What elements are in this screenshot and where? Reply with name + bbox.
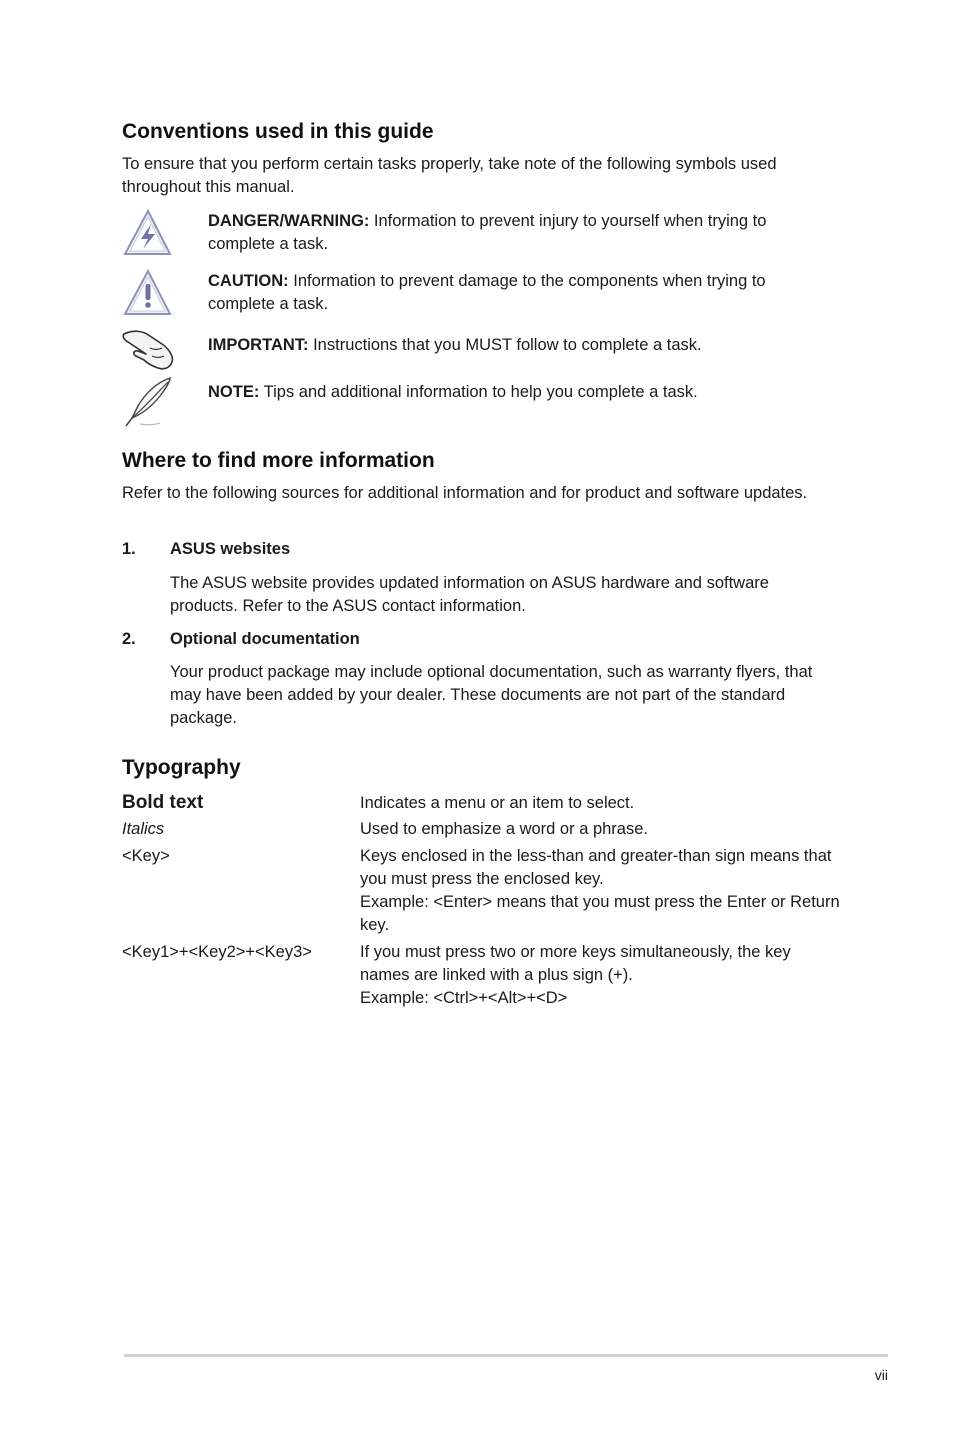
asus-websites-heading: ASUS websites [170, 540, 291, 558]
danger-warning-note [122, 208, 842, 260]
typography-desc-italics: Used to emphasize a word or a phrase. [360, 820, 648, 838]
quill-pen-icon [122, 376, 178, 428]
danger-warning-text: Information to prevent injury to yourself when trying to complete a task. [208, 212, 767, 253]
typography-desc-key-combo-text: If you must press two or more keys simultaneously, the key names are linked with a plus sign (+). [360, 943, 791, 984]
typography-desc-bold: Indicates a menu or an item to select. [360, 794, 635, 812]
more-info-intro: Refer to the following sources for additional information and for product and software updates. [122, 484, 808, 502]
important-text: Instructions that you MUST follow to complete a task. [308, 336, 702, 354]
caution-note [122, 268, 842, 320]
list-item-number: 1. [122, 540, 136, 558]
caution-exclamation-icon [122, 268, 178, 320]
conventions-intro: To ensure that you perform certain tasks properly, take note of the following symbols used throughout this manual. [122, 155, 777, 196]
typography-term-key-combo: <Key1>+<Key2>+<Key3> [122, 943, 312, 961]
optional-documentation-heading: Optional documentation [170, 630, 360, 648]
caution-label: CAUTION: [208, 272, 289, 290]
warning-lightning-icon [122, 208, 178, 260]
list-item-number: 2. [122, 630, 136, 648]
optional-documentation-body: Your product package may include optional documentation, such as warranty flyers, that may have been added by your dealer. These documents are not part of the standard package. [170, 663, 813, 727]
note-label: NOTE: [208, 383, 260, 401]
typography-desc-key-text: Keys enclosed in the less-than and greater-than sign means that you must press the enclosed key. [360, 847, 832, 888]
typography-heading: Typography [122, 756, 241, 779]
typography-term-key: <Key> [122, 847, 170, 865]
conventions-heading: Conventions used in this guide [122, 120, 434, 143]
asus-websites-body: The ASUS website provides updated information on ASUS hardware and software products. Refer to the ASUS contact information. [170, 574, 769, 615]
important-note [122, 326, 842, 374]
typography-desc-key [360, 845, 840, 937]
important-label: IMPORTANT: [208, 336, 309, 354]
typography-term-italics: Italics [122, 820, 165, 838]
note-text: Tips and additional information to help you complete a task. [259, 383, 698, 401]
caution-text: Information to prevent damage to the components when trying to complete a task. [208, 272, 766, 313]
typography-desc-key-example: Example: <Enter> means that you must press the Enter or Return key. [360, 893, 840, 934]
note-note [122, 376, 842, 428]
typography-desc-key-combo [360, 941, 840, 1010]
footer-divider [124, 1354, 888, 1357]
typography-desc-key-combo-example: Example: <Ctrl>+<Alt>+<D> [360, 989, 568, 1007]
typography-term-bold: Bold text [122, 792, 204, 813]
pointing-hand-icon [122, 326, 178, 378]
danger-warning-label: DANGER/WARNING: [208, 212, 370, 230]
page-number: vii [874, 1367, 888, 1383]
more-info-heading: Where to find more information [122, 449, 435, 472]
